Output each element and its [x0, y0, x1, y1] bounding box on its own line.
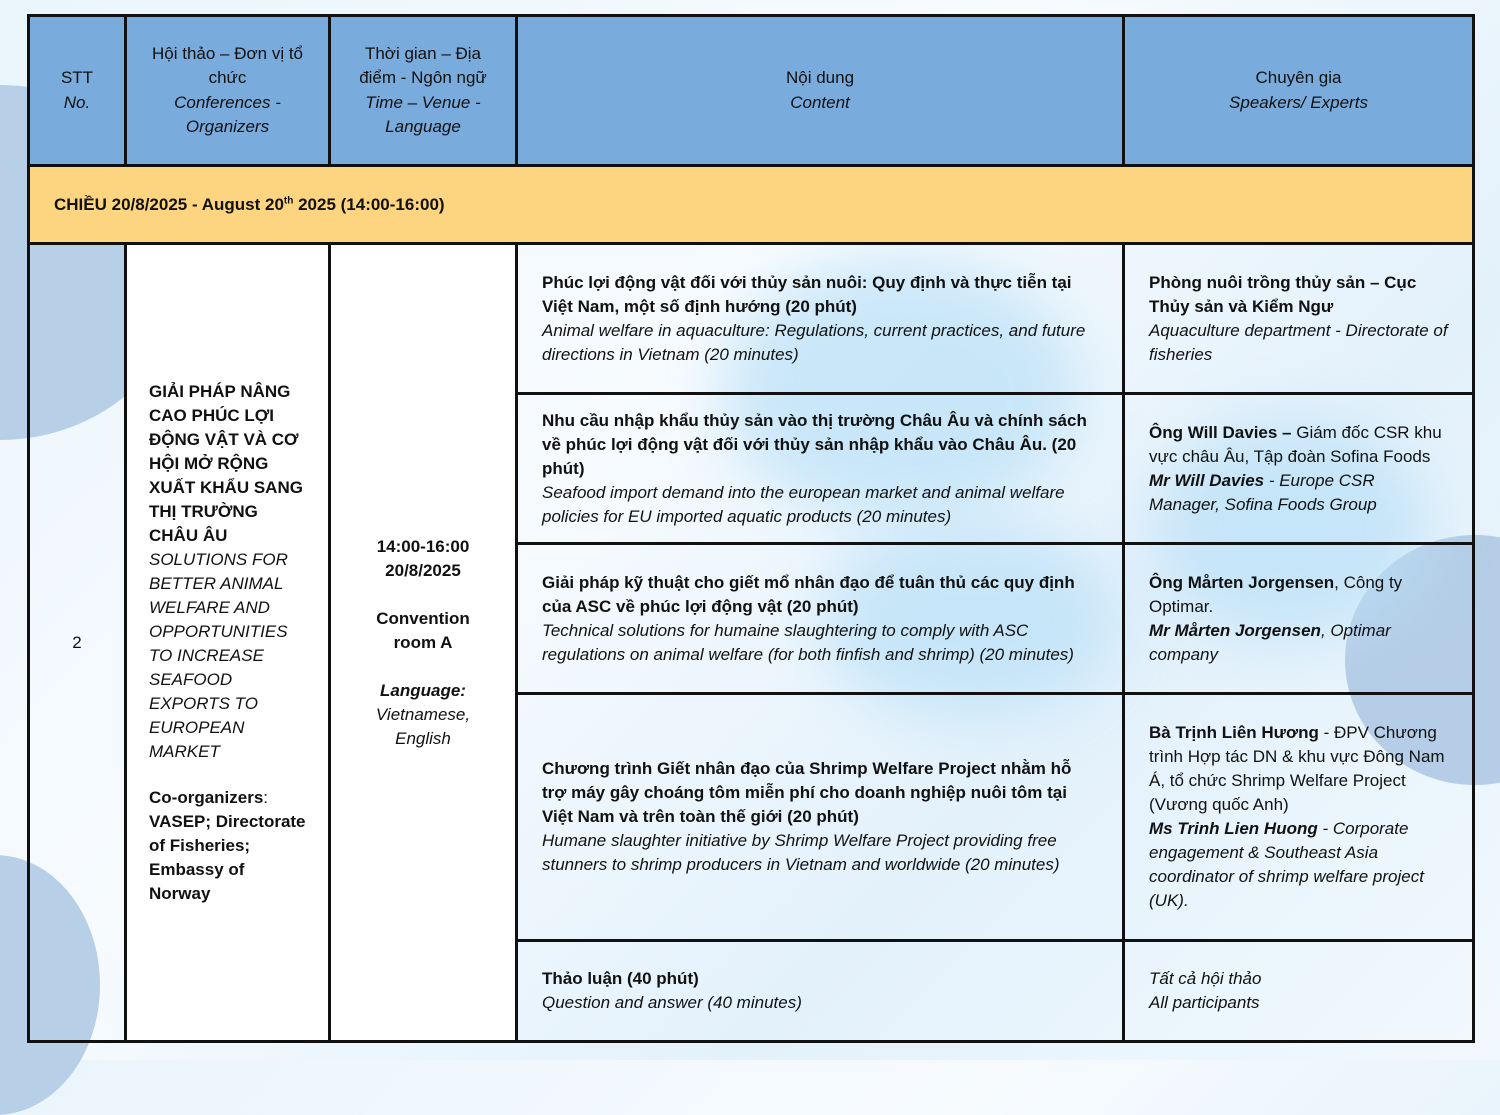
header-row [29, 16, 1474, 166]
speaker-name-vi: Bà Trịnh Liên Hương [1149, 723, 1319, 742]
speaker-name-en: Mr Mårten Jorgensen [1149, 620, 1321, 640]
session-date: 20/8/2025 [385, 560, 461, 580]
speaker-en: All participants [1149, 993, 1260, 1012]
speaker-name-vi: Ông Will Davies – [1149, 422, 1292, 442]
header-conference-en: Conferences - Organizers [174, 92, 281, 136]
row-number: 2 [29, 244, 126, 1042]
header-stt-vi: STT [60, 68, 94, 87]
content-cell [517, 394, 1124, 544]
co-organizers-value: VASEP; Directorate of Fisheries; Embassy of Norway [149, 811, 306, 903]
agenda-table [27, 14, 1475, 1043]
header-time-en: Time – Venue - Language [365, 92, 481, 136]
speaker-vi: Phòng nuôi trồng thủy sản – Cục Thủy sản và Kiểm Ngư [1149, 272, 1417, 316]
content-cell [517, 941, 1124, 1042]
speaker-role-vi: , Công ty Optimar. [1149, 572, 1403, 616]
speaker-name-en: Ms Trinh Lien Huong [1149, 819, 1318, 838]
content-vi: Nhu cầu nhập khẩu thủy sản vào thị trường Châu Âu và chính sách về phúc lợi động vật đối với thủy sản nhập khẩu vào Châu Âu. (20 phút) [542, 410, 1087, 478]
speaker-role-en: - Corporate engagement & Southeast Asia coordinator of shrimp welfare project (UK). [1149, 819, 1424, 910]
session-label-sup: th [283, 194, 294, 206]
session-label-date: CHIỀU 20/8/2025 - August 20 [54, 194, 284, 214]
language-value: Vietnamese, English [375, 704, 471, 748]
speaker-role-vi: Giám đốc CSR khu vực châu Âu, Tập đoàn Sofina Foods [1149, 422, 1442, 466]
speaker-vi: Tất cả hội thảo [1149, 969, 1262, 988]
content-cell [517, 694, 1124, 941]
speaker-cell [1124, 544, 1474, 694]
session-label-time: 2025 (14:00-16:00) [293, 194, 445, 214]
header-stt [29, 16, 126, 166]
content-vi: Chương trình Giết nhân đạo của Shrimp Welfare Project nhằm hỗ trợ máy gây choáng tôm miễn phí cho doanh nghiệp nuôi tôm tại Việt Nam và trên toàn thế giới (20 phút) [542, 759, 1072, 826]
session-venue: Convention room A [376, 608, 470, 652]
speaker-role-en: , Optimar company [1149, 620, 1391, 664]
speaker-role-en: - Europe CSR Manager, Sofina Foods Group [1149, 470, 1377, 514]
header-content-en: Content [790, 92, 850, 112]
content-en: Humane slaughter initiative by Shrimp Welfare Project providing free stunners to shrimp producers in Vietnam and worldwide (20 minutes) [542, 831, 1060, 874]
header-time-vi: Thời gian – Địa điểm - Ngôn ngữ [359, 43, 487, 87]
session-time: 14:00-16:00 [376, 536, 470, 556]
conference-title-en: SOLUTIONS FOR BETTER ANIMAL WELFARE AND OPPORTUNITIES TO INCREASE SEAFOOD EXPORTS TO EUROPEAN MARKET [149, 549, 288, 761]
content-cell [517, 244, 1124, 394]
conference-title-vi: GIẢI PHÁP NÂNG CAO PHÚC LỢI ĐỘNG VẬT VÀ CƠ HỘI MỞ RỘNG XUẤT KHẨU SANG THỊ TRƯỜNG CHÂU ÂU [149, 381, 303, 545]
speaker-en: Aquaculture department - Directorate of fisheries [1149, 320, 1448, 364]
content-en: Seafood import demand into the european market and animal welfare policies for EU imported aquatic products (20 minutes) [542, 482, 1065, 526]
header-conference-vi: Hội thảo – Đơn vị tổ chức [152, 43, 303, 87]
speaker-name-vi: Ông Mårten Jorgensen [1149, 572, 1335, 592]
speaker-cell [1124, 244, 1474, 394]
header-content [517, 16, 1124, 166]
co-organizers [149, 786, 306, 906]
header-content-vi: Nội dung [785, 68, 855, 87]
content-vi: Phúc lợi động vật đối với thủy sản nuôi: Quy định và thực tiễn tại Việt Nam, một số định hướng (20 phút) [542, 272, 1072, 316]
header-speaker [1124, 16, 1474, 166]
header-speaker-en: Speakers/ Experts [1229, 92, 1368, 112]
content-en: Technical solutions for humaine slaughtering to comply with ASC regulations on animal welfare (for both finfish and shrimp) (20 minutes) [542, 620, 1074, 664]
session-row [29, 166, 1474, 244]
speaker-cell [1124, 394, 1474, 544]
conference-cell [126, 244, 330, 1042]
speaker-cell [1124, 694, 1474, 941]
content-vi: Giải pháp kỹ thuật cho giết mổ nhân đạo để tuân thủ các quy định của ASC về phúc lợi động vật (20 phút) [542, 572, 1075, 616]
session-label [29, 166, 1474, 244]
speaker-name-en: Mr Will Davies [1149, 470, 1265, 490]
speaker-role-vi: - ĐPV Chương trình Hợp tác DN & khu vực Đông Nam Á, tổ chức Shrimp Welfare Project (Vương quốc Anh) [1149, 723, 1445, 814]
content-cell [517, 544, 1124, 694]
speaker-cell [1124, 941, 1474, 1042]
language-label: Language: [380, 680, 466, 700]
header-stt-en: No. [63, 92, 91, 112]
co-organizers-label: Co-organizers [149, 787, 264, 807]
co-organizers-colon: : [263, 787, 269, 807]
header-conference [126, 16, 330, 166]
content-vi: Thảo luận (40 phút) [542, 969, 699, 988]
time-venue-cell [330, 244, 517, 1042]
content-en: Animal welfare in aquaculture: Regulations, current practices, and future directions in Vietnam (20 minutes) [542, 320, 1086, 364]
header-speaker-vi: Chuyên gia [1255, 68, 1342, 87]
agenda-row [29, 244, 1474, 394]
content-en: Question and answer (40 minutes) [542, 993, 802, 1012]
header-time [330, 16, 517, 166]
